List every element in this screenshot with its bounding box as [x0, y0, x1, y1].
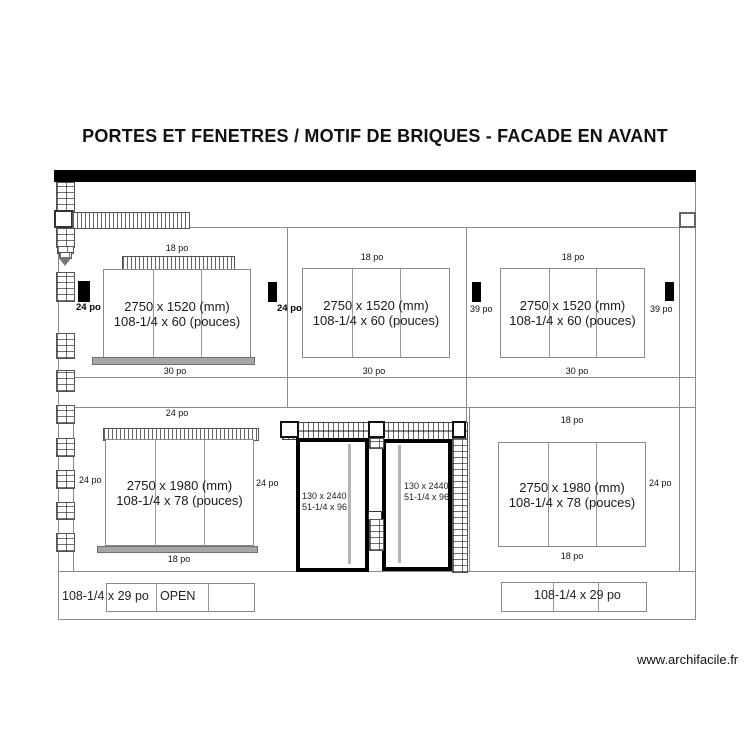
marker-label: 24 po: [256, 478, 279, 488]
window-1: [103, 269, 251, 358]
corbel-tip: [58, 257, 72, 266]
window-size-label: 2750 x 1520 (mm) 108-1/4 x 60 (pouces): [509, 298, 636, 328]
marker-label: 39 po: [470, 304, 493, 314]
marker-label: 24 po: [79, 475, 102, 485]
top-wall-bar: [54, 170, 696, 182]
dim-marker: [472, 282, 481, 302]
brick-band-top: [72, 212, 190, 229]
right-dimension-text: 108-1/4 x 29 po: [534, 588, 621, 602]
right-border: [695, 182, 696, 620]
open-text: OPEN: [160, 589, 196, 603]
bottom-right-box-left: [469, 407, 470, 571]
dim-top: 18 po: [360, 252, 384, 262]
dim-bottom: 30 po: [362, 366, 386, 376]
left-dimension-text: 108-1/4 x 29 po: [62, 589, 149, 603]
window-sill: [97, 546, 258, 553]
window-3: [500, 268, 645, 358]
brick-patch: [56, 370, 75, 392]
divider-3: [679, 227, 680, 571]
window-sill: [92, 357, 255, 365]
marker-label: 39 po: [650, 304, 673, 314]
window-size-label: 2750 x 1980 (mm) 108-1/4 x 78 (pouces): [508, 479, 636, 510]
dim-top: 24 po: [165, 408, 189, 418]
brick-patch: [56, 182, 75, 212]
brick-patch: [56, 405, 75, 424]
corner-box: [54, 210, 73, 228]
window-size-label: 2750 x 1520 (mm) 108-1/4 x 60 (pouces): [312, 298, 440, 328]
corner-box-right: [679, 212, 696, 228]
dim-marker: [268, 282, 277, 302]
dim-bottom: 30 po: [163, 366, 187, 376]
mullion-brick: [369, 519, 384, 551]
dim-bottom: 18 po: [560, 551, 584, 561]
brick-patch: [56, 438, 75, 457]
dim-top: 18 po: [561, 252, 585, 262]
dim-top: 18 po: [560, 415, 584, 425]
mid-line-1: [58, 377, 696, 378]
bottom-border: [58, 619, 696, 620]
marker-label: 24 po: [649, 478, 672, 488]
door-astragal: [348, 444, 351, 564]
door-astragal: [398, 445, 401, 563]
door-brick-column: [452, 438, 468, 573]
marker-label: 24 po: [76, 302, 101, 313]
watermark: www.archifacile.fr: [637, 652, 739, 667]
mid-line-2: [58, 407, 696, 408]
window-size-label: 2750 x 1980 (mm) 108-1/4 x 78 (pouces): [116, 477, 243, 508]
dim-marker: [78, 281, 90, 302]
brick-patch: [56, 533, 75, 552]
divider-1: [287, 227, 288, 407]
dim-bottom: 30 po: [565, 366, 589, 376]
brick-patch: [56, 502, 75, 520]
window-4: [105, 439, 254, 546]
brick-patch: [56, 333, 75, 359]
window-5: [498, 442, 646, 547]
marker-label: 24 po: [277, 303, 302, 314]
door-right: [382, 439, 452, 571]
sill-line: [58, 571, 696, 572]
quoin-box: [280, 421, 299, 438]
quoin-box: [368, 421, 385, 438]
brick-patch: [56, 272, 75, 302]
door-size-label: 130 x 2440 51-1/4 x 96: [302, 491, 348, 512]
quoin-box: [452, 421, 466, 438]
brick-patch: [56, 470, 75, 489]
brick-patch: [56, 228, 75, 248]
dim-marker: [665, 282, 674, 301]
lintel: [122, 256, 235, 270]
label-box-divider: [156, 584, 157, 611]
page-title: PORTES ET FENETRES / MOTIF DE BRIQUES - FACADE EN AVANT: [82, 126, 668, 146]
door-size-label: 130 x 2440 51-1/4 x 96: [404, 481, 450, 502]
window-size-label: 2750 x 1520 (mm) 108-1/4 x 60 (pouces): [113, 298, 241, 329]
mullion-brick: [369, 438, 384, 449]
window-2: [302, 268, 450, 358]
label-box-divider: [208, 584, 209, 611]
dim-bottom: 18 po: [167, 554, 191, 564]
dim-top: 18 po: [165, 243, 189, 253]
